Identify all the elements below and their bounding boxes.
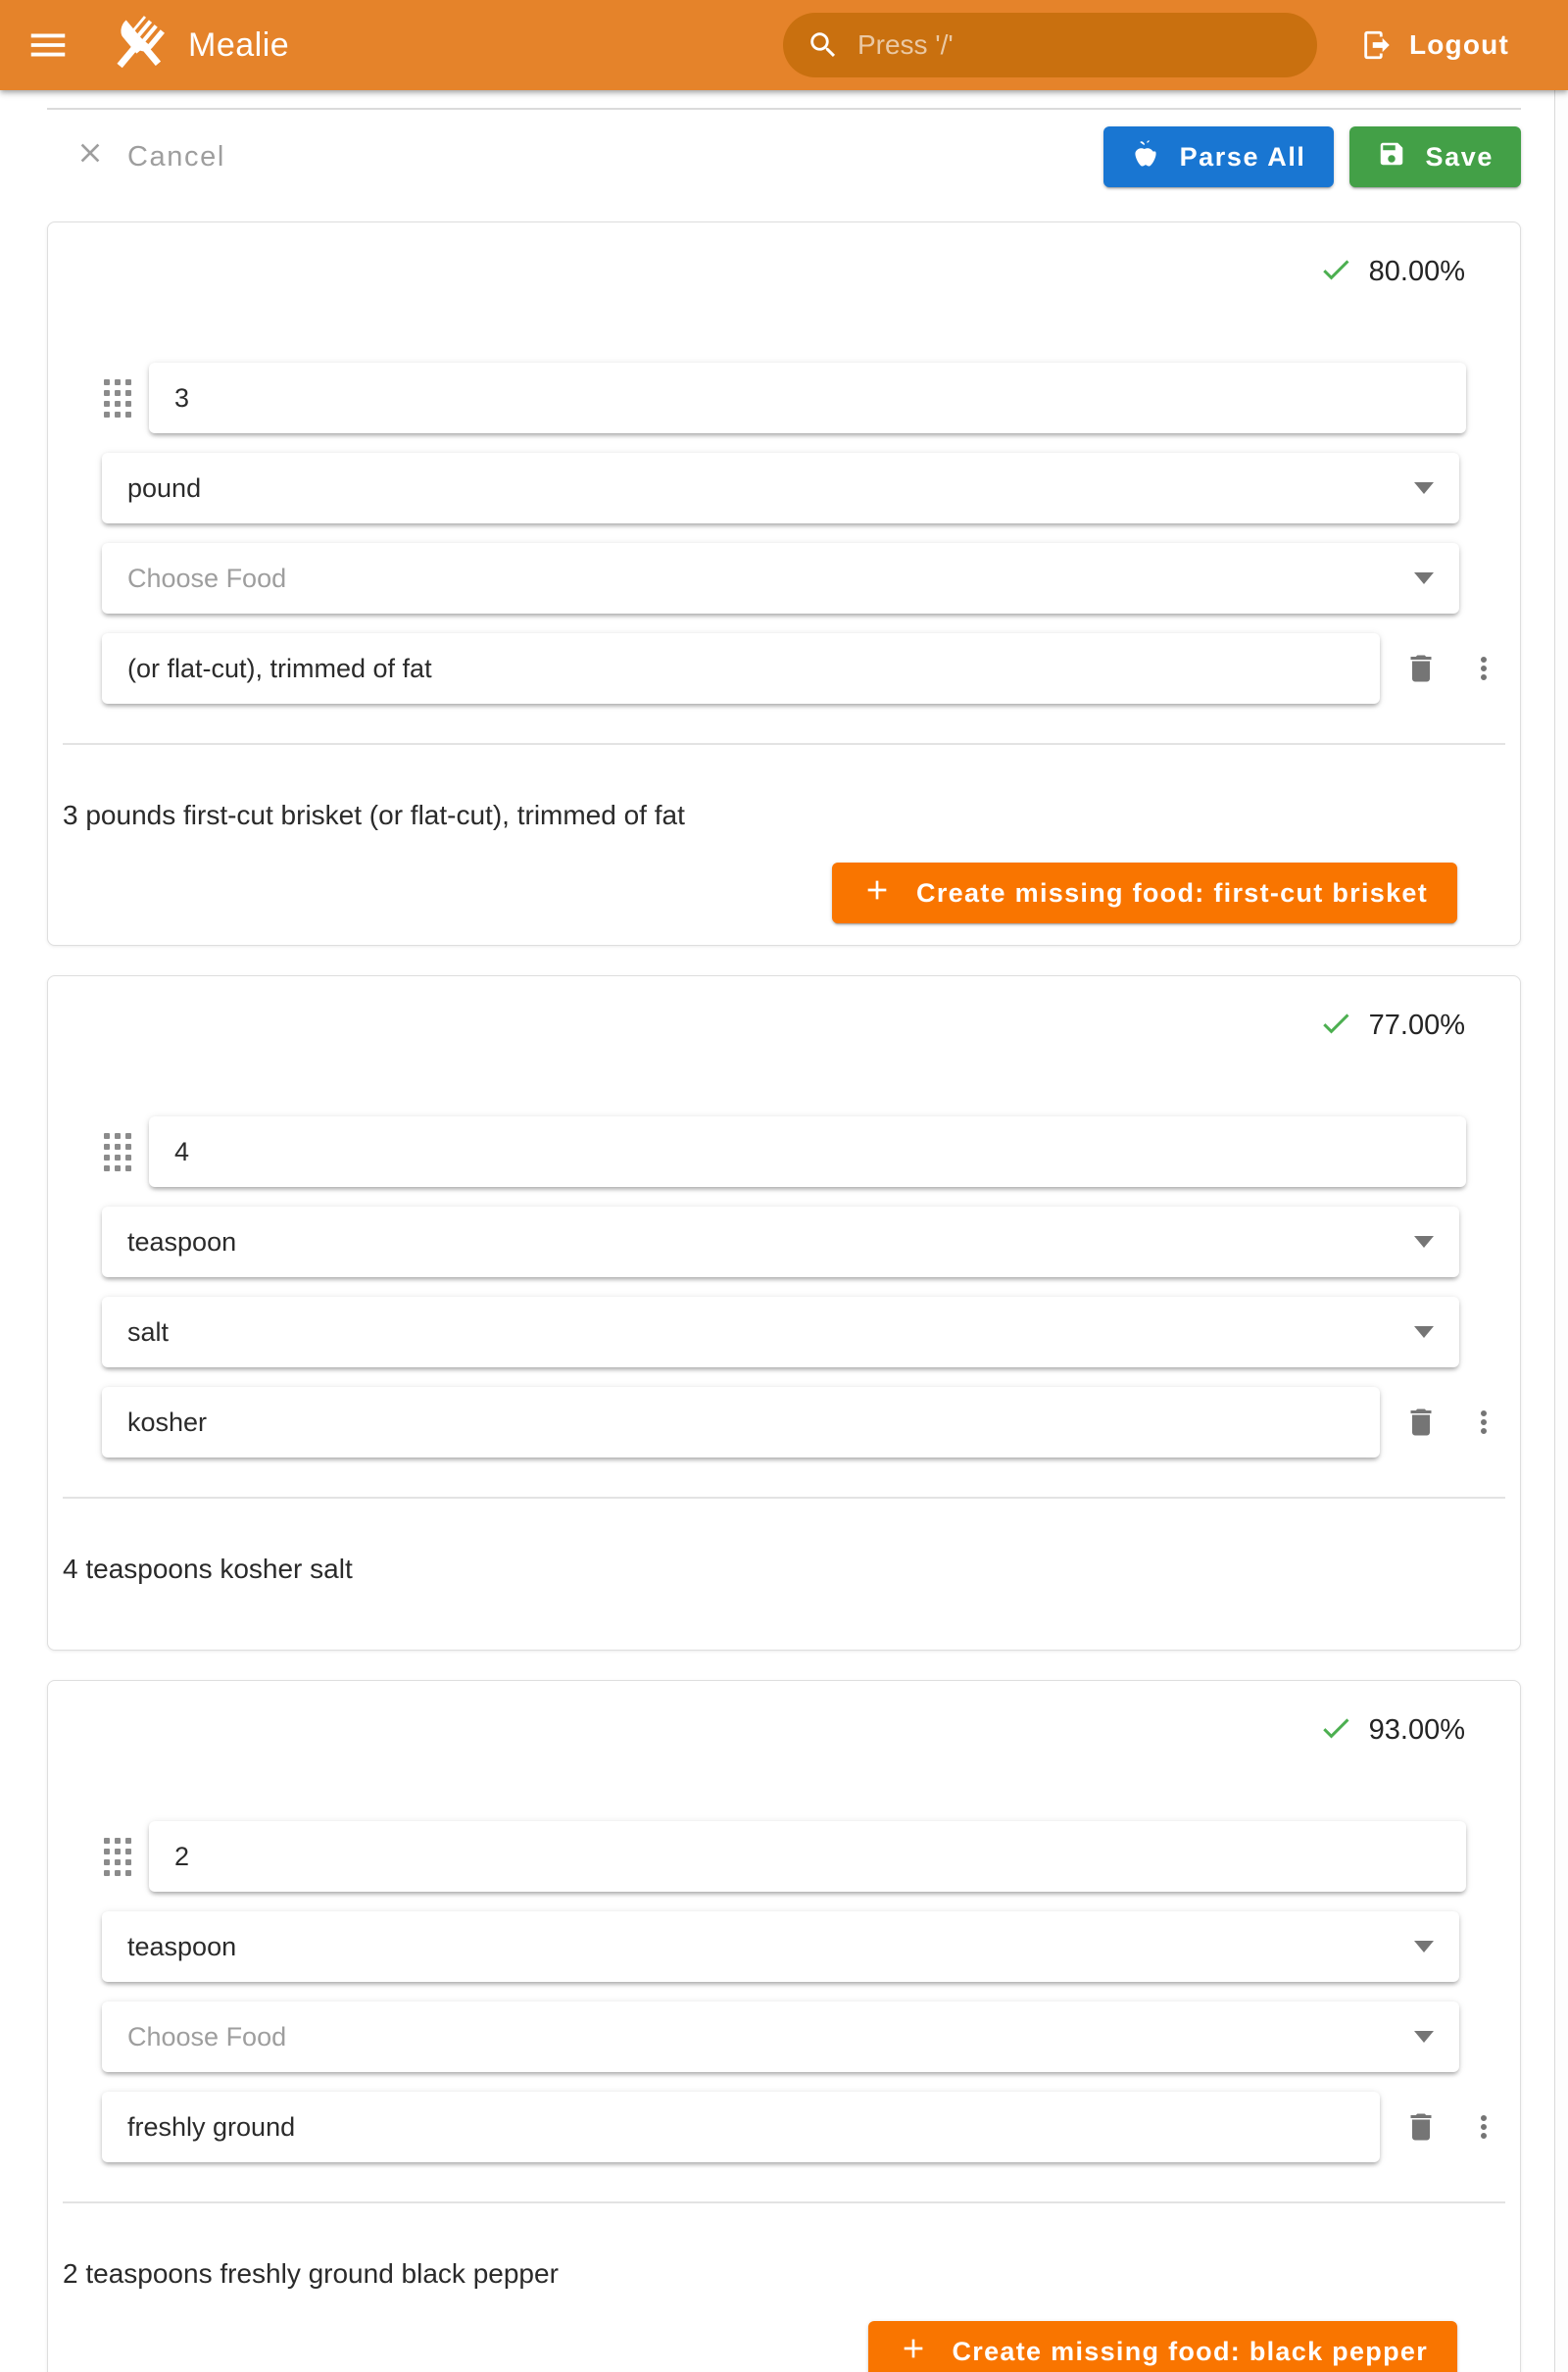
original-ingredient-text: 3 pounds first-cut brisket (or flat-cut), trimmed of fat <box>63 800 685 830</box>
close-icon <box>74 137 106 176</box>
trash-icon[interactable] <box>1399 643 1443 694</box>
dropdown-caret-icon <box>1414 572 1434 584</box>
scrollbar-track[interactable] <box>1554 90 1568 2372</box>
menu-icon[interactable] <box>25 23 71 68</box>
kebab-menu-icon[interactable] <box>1462 1397 1505 1448</box>
plus-icon <box>861 874 893 913</box>
create-missing-food-label: Create missing food: black pepper <box>952 2336 1428 2366</box>
original-ingredient-text: 2 teaspoons freshly ground black pepper <box>63 2258 559 2289</box>
original-ingredient-text: 4 teaspoons kosher salt <box>63 1554 353 1584</box>
save-label: Save <box>1425 141 1494 172</box>
silverware-logo-icon <box>102 13 167 77</box>
trash-icon[interactable] <box>1399 1397 1443 1448</box>
dropdown-caret-icon <box>1414 1941 1434 1952</box>
dropdown-caret-icon <box>1414 1326 1434 1338</box>
search-input[interactable] <box>858 29 1294 61</box>
create-missing-food-label: Create missing food: first-cut brisket <box>916 877 1428 908</box>
drag-handle-icon[interactable] <box>104 1838 131 1876</box>
card-divider <box>63 1497 1505 1499</box>
amount-input[interactable] <box>149 1116 1466 1187</box>
drag-handle-icon[interactable] <box>104 379 131 418</box>
unit-select[interactable] <box>102 1207 1459 1277</box>
card-divider <box>63 743 1505 745</box>
search-input-wrap[interactable] <box>783 13 1317 77</box>
create-missing-food-button[interactable] <box>832 863 1457 923</box>
app-header <box>0 0 1568 90</box>
unit-select[interactable] <box>102 1911 1459 1982</box>
confidence-value: 93.00% <box>1368 1714 1465 1746</box>
drag-handle-icon[interactable] <box>104 1133 131 1171</box>
confidence-row <box>48 976 1520 1046</box>
confidence-value: 80.00% <box>1368 256 1465 287</box>
check-icon <box>1318 252 1353 292</box>
logout-icon <box>1360 28 1394 62</box>
unit-value: teaspoon <box>127 1931 237 1961</box>
kebab-menu-icon[interactable] <box>1462 2101 1505 2152</box>
note-input[interactable] <box>102 2092 1380 2162</box>
food-select[interactable] <box>102 2001 1459 2072</box>
parse-all-button[interactable] <box>1103 126 1334 187</box>
note-input[interactable] <box>102 633 1380 704</box>
unit-value: pound <box>127 472 202 503</box>
food-select[interactable] <box>102 543 1459 614</box>
apple-icon <box>1131 139 1160 175</box>
food-value: salt <box>127 1316 170 1347</box>
card-divider <box>63 2201 1505 2203</box>
kebab-menu-icon[interactable] <box>1462 643 1505 694</box>
confidence-value: 77.00% <box>1368 1010 1465 1041</box>
food-placeholder: Choose Food <box>127 2021 287 2051</box>
food-placeholder: Choose Food <box>127 563 287 593</box>
save-icon <box>1377 139 1406 175</box>
create-missing-food-button[interactable] <box>868 2321 1458 2372</box>
dropdown-caret-icon <box>1414 1236 1434 1248</box>
dropdown-caret-icon <box>1414 2031 1434 2043</box>
check-icon <box>1318 1710 1353 1751</box>
trash-icon[interactable] <box>1399 2101 1443 2152</box>
check-icon <box>1318 1006 1353 1046</box>
note-input[interactable] <box>102 1387 1380 1458</box>
parser-toolbar <box>47 110 1521 204</box>
parse-all-label: Parse All <box>1179 141 1306 172</box>
ingredient-card <box>47 1680 1521 2372</box>
ingredient-card <box>47 222 1521 946</box>
save-button[interactable] <box>1349 126 1521 187</box>
amount-input[interactable] <box>149 363 1466 433</box>
confidence-row <box>48 222 1520 292</box>
confidence-row <box>48 1681 1520 1751</box>
logout-button[interactable] <box>1360 28 1509 62</box>
unit-value: teaspoon <box>127 1226 237 1257</box>
amount-input[interactable] <box>149 1821 1466 1892</box>
dropdown-caret-icon <box>1414 482 1434 494</box>
ingredient-card <box>47 975 1521 1651</box>
logout-label: Logout <box>1408 29 1509 60</box>
food-select[interactable] <box>102 1297 1459 1367</box>
cancel-label: Cancel <box>127 140 225 173</box>
search-icon <box>807 28 840 62</box>
app-title: Mealie <box>188 25 290 64</box>
plus-icon <box>898 2333 929 2371</box>
cancel-button[interactable] <box>74 137 225 176</box>
unit-select[interactable] <box>102 453 1459 523</box>
